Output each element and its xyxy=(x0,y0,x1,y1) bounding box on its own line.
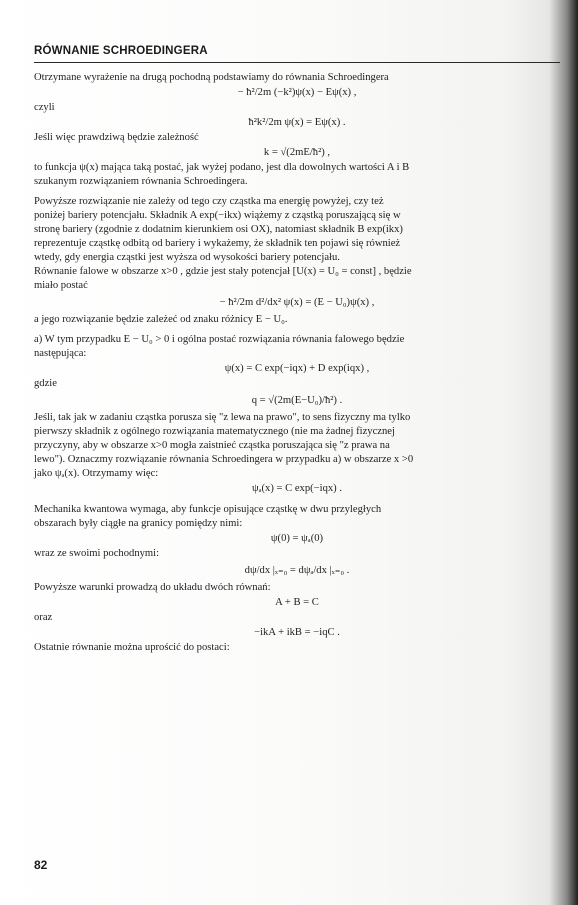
text-line: reprezentuje cząstkę odbitą od bariery i wykażemy, że składnik ten pojawi się również xyxy=(34,238,401,249)
equation: dψ/dx |ₓ₌₀ = dψₐ/dx |ₓ₌₀ . xyxy=(244,565,350,576)
text-line: szukanym rozwiązaniem równania Schroedingera. xyxy=(34,176,248,187)
text-line: to funkcja ψ(x) mająca taką postać, jak wyżej podano, jest dla dowolnych wartości A i B xyxy=(34,162,410,173)
equation: − ħ²/2m d²/dx² ψ(x) = (E − U₀)ψ(x) , xyxy=(219,297,375,308)
equation: − ħ²/2m (−k²)ψ(x) − Eψ(x) , xyxy=(237,87,357,98)
text-line: Powyższe rozwiązanie nie zależy od tego czy cząstka ma energię powyżej, czy też xyxy=(34,196,384,207)
text-line: jako ψₐ(x). Otrzymamy więc: xyxy=(34,468,159,479)
equation: q = √(2m(E−U₀)/ħ²) . xyxy=(251,395,343,406)
running-header: RÓWNANIE SCHROEDINGERA xyxy=(34,45,208,57)
equation: −ikA + ikB = −iqC . xyxy=(254,627,340,638)
text-line: Mechanika kwantowa wymaga, aby funkcje opisujące cząstkę w dwu przyległych xyxy=(34,504,382,515)
text-line: pierwszy składnik z ogólnego rozwiązania matematycznego (nie ma żadnej fizycznej xyxy=(34,426,395,437)
text-line: a) W tym przypadku E − U₀ > 0 i ogólna postać rozwiązania równania falowego będzie xyxy=(34,334,405,345)
text-line: a jego rozwiązanie będzie zależeć od znaku różnicy E − U₀. xyxy=(34,314,288,325)
equation: k = √(2mE/ħ²) , xyxy=(263,147,331,158)
text-line: Jeśli więc prawdziwą będzie zależność xyxy=(34,132,199,143)
text-line: poniżej bariery potencjału. Składnik A exp(−ikx) wiążemy z cząstką poruszającą się w xyxy=(34,210,401,221)
text-line: lewo"). Oznaczmy rozwiązanie równania Schroedingera w przypadku a) w obszarze x >0 xyxy=(34,454,414,465)
text-line: Otrzymane wyrażenie na drugą pochodną podstawiamy do równania Schroedingera xyxy=(34,72,389,83)
equation: ψ(x) = C exp(−iqx) + D exp(iqx) , xyxy=(224,363,370,374)
equation: ħ²k²/2m ψ(x) = Eψ(x) . xyxy=(248,117,346,128)
text-line: czyli xyxy=(34,102,55,113)
text-line: Równanie falowe w obszarze x>0 , gdzie jest stały potencjał [U(x) = U₀ = const] , będzie xyxy=(34,266,412,277)
equation: A + B = C xyxy=(275,597,319,608)
text-line: obszarach były ciągłe na granicy pomiędzy nimi: xyxy=(34,518,243,529)
page-content xyxy=(34,44,560,655)
text-line: wraz ze swoimi pochodnymi: xyxy=(34,548,160,559)
header-rule xyxy=(34,62,560,63)
page-number: 82 xyxy=(34,858,48,872)
equation: ψₐ(x) = C exp(−iqx) . xyxy=(251,483,343,494)
text-line: wtedy, gdy energia cząstki jest wyższa od wysokości bariery potencjału. xyxy=(34,252,340,263)
text-line: miało postać xyxy=(34,280,88,291)
text-line: Jeśli, tak jak w zadaniu cząstka porusza się "z lewa na prawo", to sens fizyczny ma tylko xyxy=(34,412,411,423)
text-line: następująca: xyxy=(34,348,87,359)
text-line: stronę bariery (zgodnie z dodatnim kierunkiem osi OX), natomiast składnik B exp(ikx) xyxy=(34,224,403,235)
text-line: gdzie xyxy=(34,378,57,389)
text-line: przyczyny, aby w obszarze x>0 mogła zaistnieć cząstka poruszająca się "z prawa na xyxy=(34,440,390,451)
equation: ψ(0) = ψₐ(0) xyxy=(270,533,324,544)
text-line: Ostatnie równanie można uprościć do postaci: xyxy=(34,642,230,653)
text-line: oraz xyxy=(34,612,53,623)
text-line: Powyższe warunki prowadzą do układu dwóch równań: xyxy=(34,582,271,593)
